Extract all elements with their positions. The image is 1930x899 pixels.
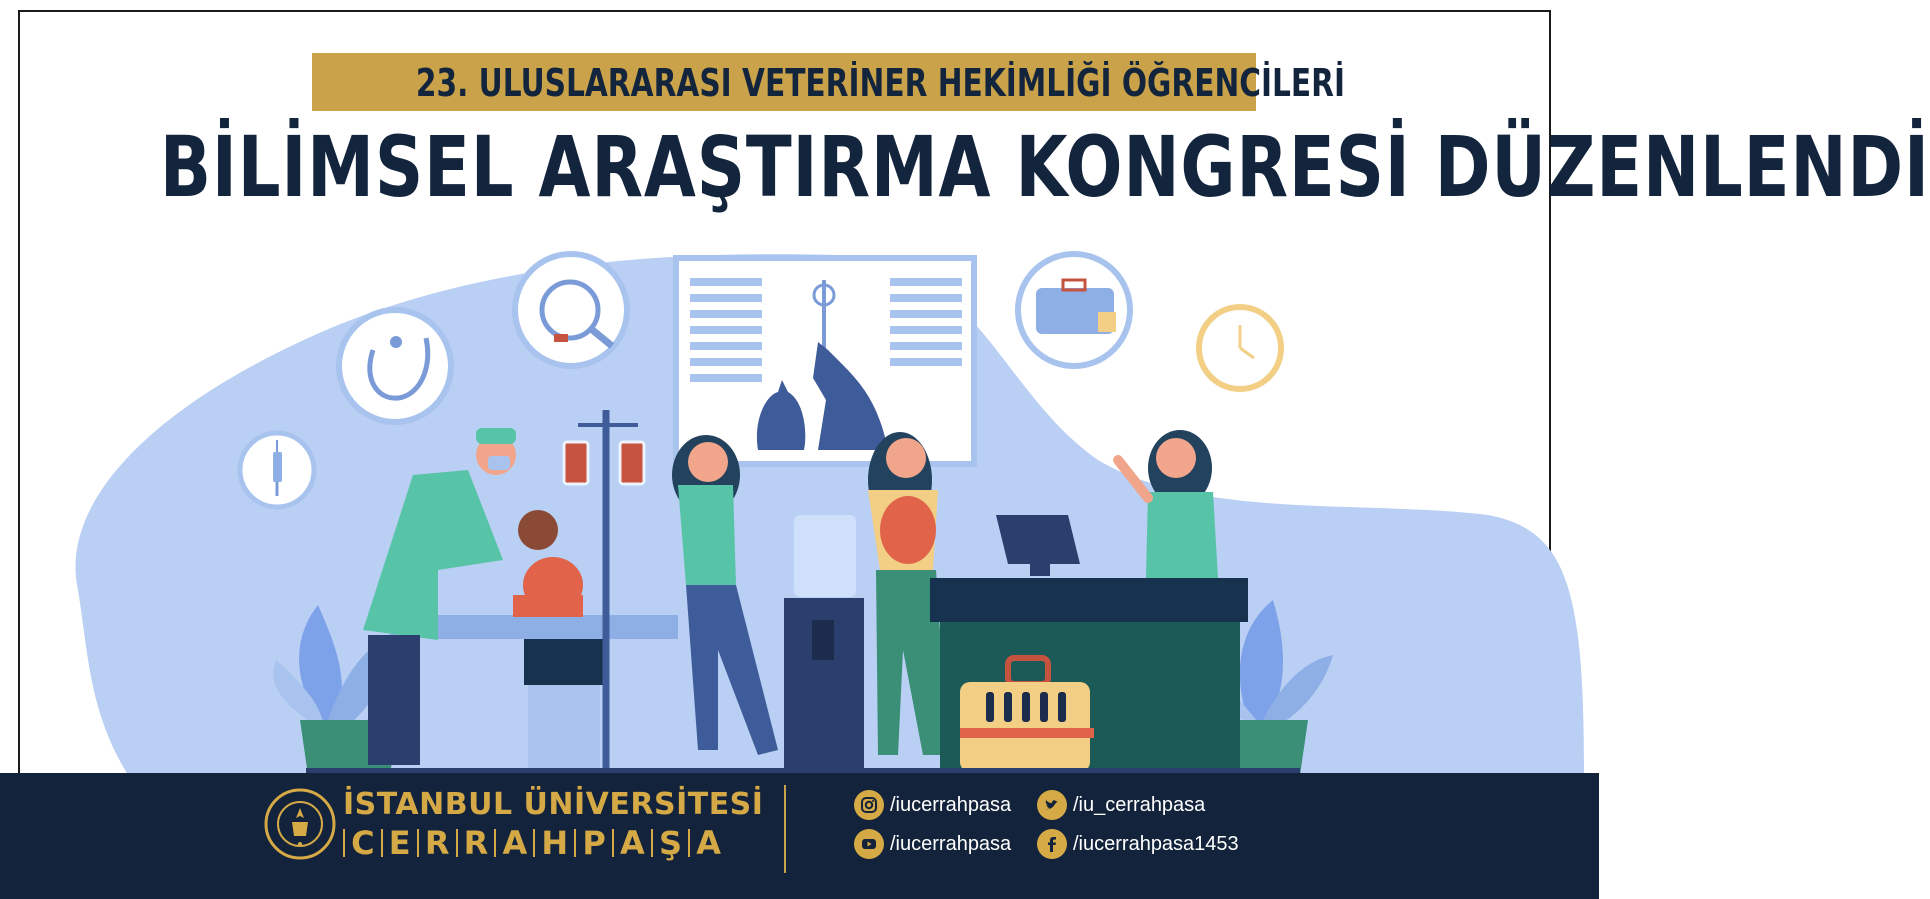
youtube-handle: /iucerrahpasa [890,832,1012,855]
youtube-link[interactable] [854,829,1011,859]
instagram-icon [854,790,884,820]
clock-icon [1199,307,1281,389]
first-aid-kit-icon [1018,254,1130,366]
headline-subtitle: 23. ULUSLARARASI VETERİNER HEKİMLİĞİ ÖĞRENCİLERİ [415,61,1346,105]
letter-separator [533,829,535,857]
emblem-board [676,258,974,464]
water-cooler [784,515,864,770]
footer-divider [784,785,786,873]
letter-separator [343,829,345,857]
letter-separator [574,829,576,857]
twitter-link[interactable] [1037,790,1205,820]
subtitle-letter: H [541,824,569,862]
subtitle-letter: R [424,824,450,862]
university-name: İSTANBUL ÜNİVERSİTESİ [343,787,764,822]
subtitle-letter: C [351,824,375,862]
subtitle-letter: A [620,824,645,862]
instagram-link[interactable] [854,790,1011,820]
letter-separator [417,829,419,857]
facebook-handle: /iucerrahpasa1453 [1073,832,1239,855]
facebook-icon [1037,829,1067,859]
university-seal-logo [264,788,336,860]
subtitle-letter: A [696,824,721,862]
subtitle-letter: A [502,824,528,862]
letter-separator [612,829,614,857]
twitter-icon [1037,790,1067,820]
instagram-handle: /iucerrahpasa [890,793,1012,816]
letter-separator [381,829,383,857]
veterinary-clinic-illustration [18,230,1584,775]
headline-title: BİLİMSEL ARAŞTIRMA KONGRESİ DÜZENLENDİ [159,118,1930,216]
letter-separator [456,829,458,857]
youtube-icon [854,829,884,859]
letter-separator [651,829,653,857]
letter-separator [688,829,690,857]
facebook-link[interactable] [1037,829,1239,859]
letter-separator [494,829,496,857]
twitter-handle: /iu_cerrahpasa [1073,793,1206,816]
stethoscope-icon [339,310,451,422]
subtitle-letter: E [388,824,411,862]
subtitle-letter: Ş [658,824,683,862]
footer-bar [0,773,1599,899]
syringe-icon [240,433,314,507]
subtitle-letter: R [463,824,489,862]
university-subtitle [343,823,721,863]
subtitle-letter: P [582,824,606,862]
microscope-icon [515,254,627,366]
